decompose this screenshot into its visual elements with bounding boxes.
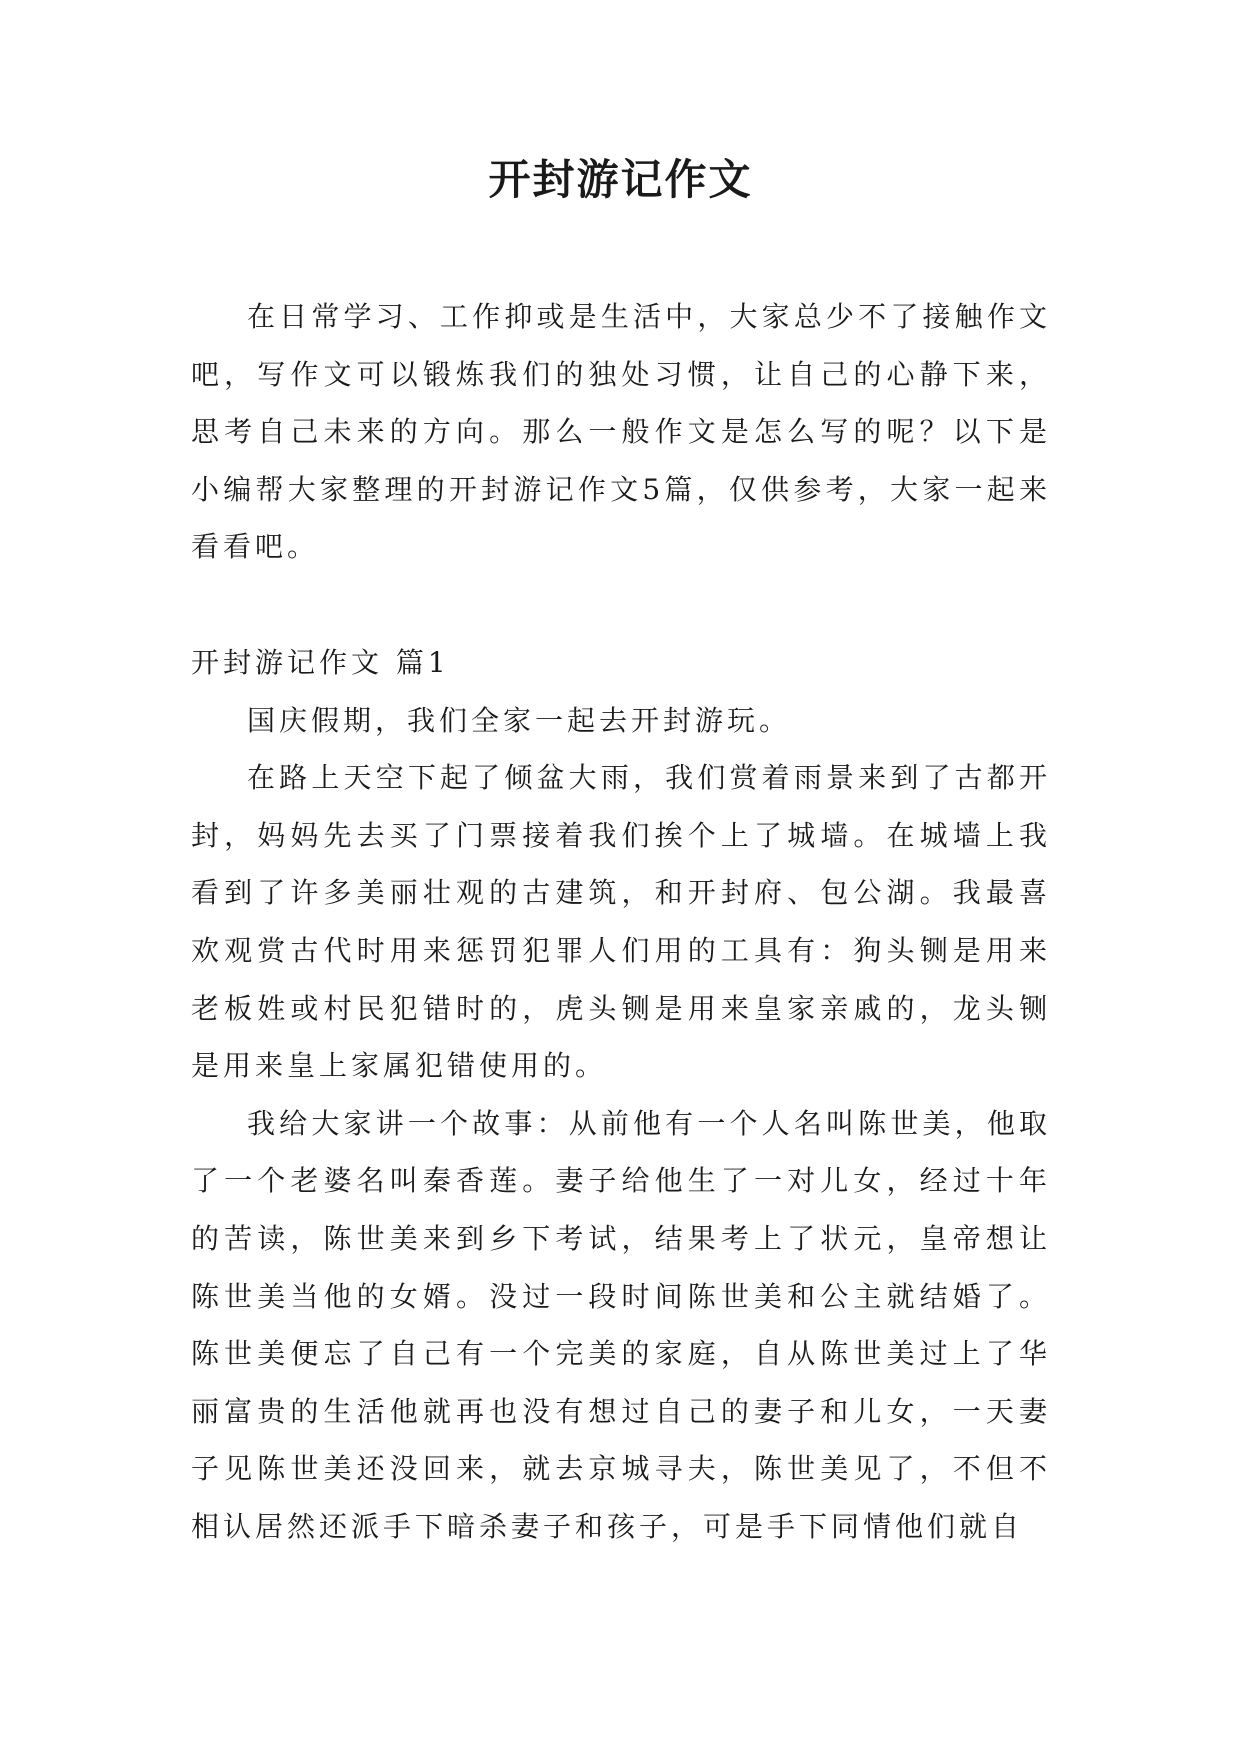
body-paragraph-3: 我给大家讲一个故事：从前他有一个人名叫陈世美，他取了一个老婆名叫秦香莲。妻子给他生了一对儿女，经过十年的苦读，陈世美来到乡下考试，结果考上了状元，皇帝想让陈世美当他的女婿。没过一段时间陈世美和公主就结婚了。陈世美便忘了自己有一个完美的家庭，自从陈世美过上了华丽富贵的生活他就再也没有想过自己的妻子和儿女，一天妻子见陈世美还没回来，就去京城寻夫，陈世美见了，不但不相认居然还派手下暗杀妻子和孩子，可是手下同情他们就自 bbox=[191, 1106, 1051, 1543]
document-body bbox=[191, 288, 1051, 1555]
body-paragraph-2: 在路上天空下起了倾盆大雨，我们赏着雨景来到了古都开封，妈妈先去买了门票接着我们挨个上了城墙。在城墙上我看到了许多美丽壮观的古建筑，和开封府、包公湖。我最喜欢观赏古代时用来惩罚犯罪人们用的工具有：狗头铡是用来老板姓或村民犯错时的，虎头铡是用来皇家亲戚的，龙头铡是用来皇上家属犯错使用的。 bbox=[191, 761, 1051, 1083]
section-heading: 开封游记作文 篇1 bbox=[191, 645, 450, 679]
intro-paragraph: 在日常学习、工作抑或是生活中，大家总少不了接触作文吧，写作文可以锻炼我们的独处习惯，让自己的心静下来，思考自己未来的方向。那么一般作文是怎么写的呢？以下是小编帮大家整理的开封游记作文5篇，仅供参考，大家一起来看看吧。 bbox=[191, 300, 1051, 564]
body-paragraph-1: 国庆假期，我们全家一起去开封游玩。 bbox=[247, 703, 792, 737]
document-title: 开封游记作文 bbox=[488, 155, 753, 204]
